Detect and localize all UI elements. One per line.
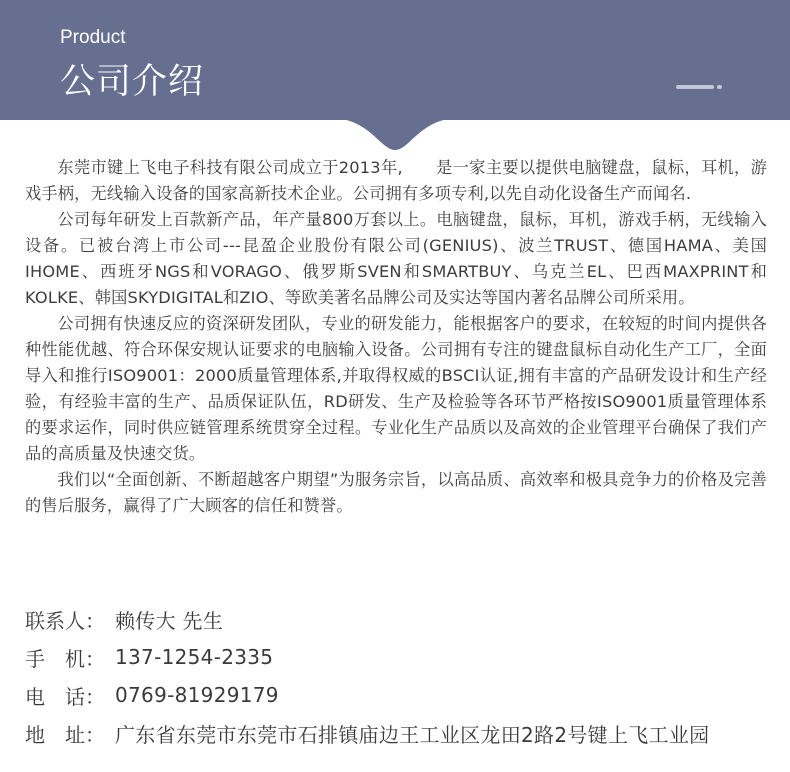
intro-paragraph-2: 公司每年研发上百款新产品，年产量800万套以上。电脑键盘，鼠标，耳机，游戏手柄，无线输入设备。已被台湾上市公司---昆盈企业股份有限公司(GENIUS)、波兰TRUST、德国HAMA、美国IHOME、西班牙NGS和VORAGO、俄罗斯SVEN和SMARTBUY、乌克兰EL、巴西MAXPRINT和KOLKE、韩国SKYDIGITAL和ZIO、等欧美著名品牌公司及实达等国内著名品牌公司所采用。	[25, 210, 767, 307]
contact-label: 电 话：	[25, 684, 105, 709]
decorative-line	[676, 85, 714, 89]
intro-paragraph-4: 我们以“全面创新、不断超越客户期望”为服务宗旨，以高品质、高效率和极具竞争力的价格及完善的售后服务，赢得了广大顾客的信任和赞誉。	[25, 470, 767, 515]
decorative-dot	[717, 85, 722, 89]
contact-row-phone	[25, 676, 780, 714]
contact-row-person	[25, 600, 780, 638]
contact-address: 广东省东莞市东莞市石排镇庙边王工业区龙田2路2号键上飞工业园	[115, 722, 710, 747]
contact-row-mobile	[25, 638, 780, 676]
contact-mobile: 137-1254-2335	[115, 645, 274, 669]
intro-paragraph-1: 东莞市键上飞电子科技有限公司成立于2013年, 是一家主要以提供电脑键盘，鼠标，耳机，游戏手柄，无线输入设备的国家高新技术企业。公司拥有多项专利,以先自动化设备生产而闻名.	[25, 158, 767, 203]
contact-phone: 0769-81929179	[115, 683, 279, 707]
company-intro-text	[25, 155, 767, 519]
contact-label: 地 址：	[25, 722, 105, 747]
contact-label: 手 机：	[25, 646, 105, 671]
contact-info	[25, 600, 780, 752]
page-header	[0, 0, 790, 120]
header-notch	[330, 118, 460, 152]
contact-person: 赖传大 先生	[115, 608, 224, 633]
contact-label: 联系人：	[25, 608, 105, 633]
contact-row-address	[25, 714, 780, 752]
page-title: 公司介绍	[60, 62, 205, 102]
intro-paragraph-3: 公司拥有快速反应的资深研发团队，专业的研发能力，能根据客户的要求，在较短的时间内提供各种性能优越、符合环保安规认证要求的电脑输入设备。公司拥有专注的键盘鼠标自动化生产工厂，全面导入和推行ISO9001：2000质量管理体系,并取得权威的BSCI认证,拥有丰富的产品研发设计和生产经验，有经验丰富的生产、品质保证队伍，RD研发、生产及检验等各环节严格按ISO9001质量管理体系的要求运作，同时供应链管理系统贯穿全过程。专业化生产品质以及高效的企业管理平台确保了我们产品的高质量及快速交货。	[25, 314, 767, 463]
header-eyebrow: Product	[60, 27, 126, 48]
